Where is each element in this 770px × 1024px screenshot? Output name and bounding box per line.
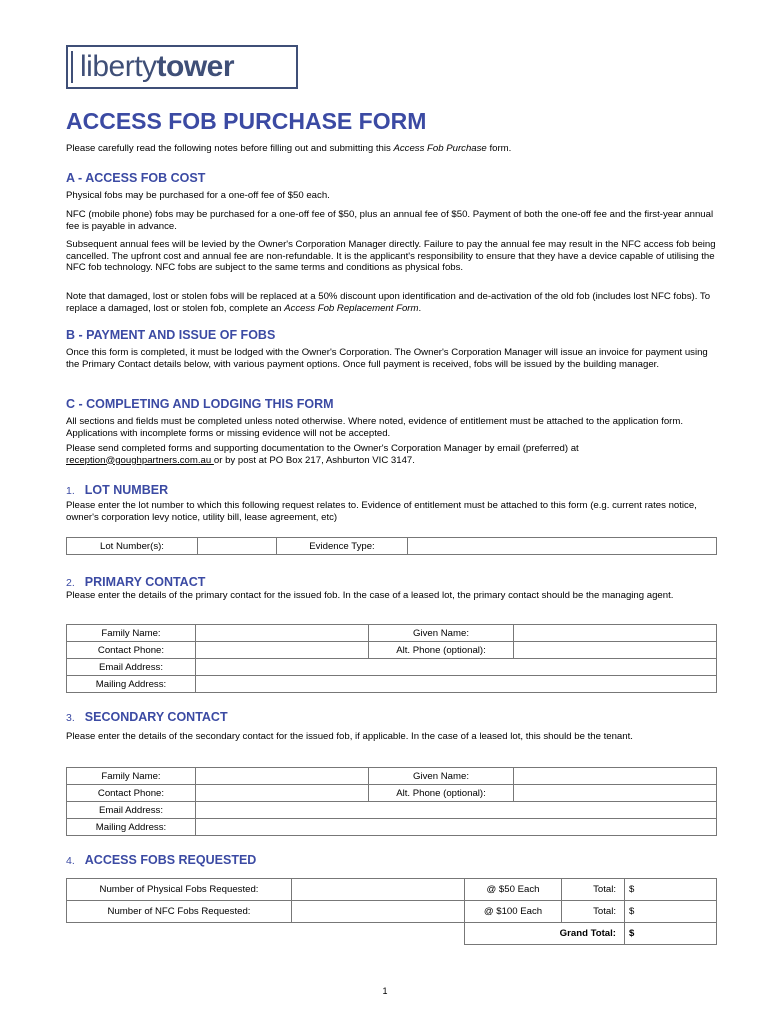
p4-before: Note that damaged, lost or stolen fobs will be replaced at a 50% discount upon identification and de-activation of the old fob (includes lost NFC fobs). To replace a damaged, lost or stolen fob, complete an	[66, 291, 711, 314]
given-name-label: Given Name:	[369, 768, 514, 785]
secondary-contact-table	[66, 767, 717, 836]
section-number: 4.	[66, 855, 75, 867]
physical-total-label: Total:	[562, 879, 625, 901]
intro-after: form.	[486, 143, 512, 154]
empty-cell	[67, 923, 292, 945]
p4-after: .	[418, 302, 422, 314]
lot-number-label: Lot Number(s):	[67, 538, 198, 555]
intro-em: Access Fob Purchase	[393, 143, 487, 154]
c-p2-after: or by post at PO Box 217, Ashburton VIC 3147.	[213, 454, 415, 466]
section-a-p3: Subsequent annual fees will be levied by the Owner's Corporation Manager directly. Failure to pay the annual fee may result in the NFC access fob being cancelled. The upfront cost and annual fee are non-refundable. It is the applicant's responsibility to ensure that they have a device capable of utilising the NFC fob technology. NFC fobs are subject to the same terms and conditions as physical fobs.	[66, 239, 716, 273]
nfc-fobs-field[interactable]	[292, 901, 465, 923]
evidence-type-label: Evidence Type:	[277, 538, 408, 555]
alt-phone-field[interactable]	[514, 785, 717, 802]
given-name-label: Given Name:	[369, 625, 514, 642]
nfc-fobs-label: Number of NFC Fobs Requested:	[67, 901, 292, 923]
section-number: 3.	[66, 712, 75, 724]
email-address-field[interactable]	[196, 802, 717, 819]
lot-number-table	[66, 537, 717, 555]
lot-number-field[interactable]	[198, 538, 277, 555]
page-title: ACCESS FOB PURCHASE FORM	[66, 108, 427, 134]
physical-total-field[interactable]	[625, 879, 717, 901]
nfc-total-field[interactable]	[625, 901, 717, 923]
evidence-type-field[interactable]	[408, 538, 717, 555]
nfc-each-label: @ $100 Each	[465, 901, 562, 923]
logo-bar	[71, 51, 73, 83]
primary-contact-table	[66, 624, 717, 693]
secondary-contact-text: Please enter the details of the secondary contact for the issued fob, if applicable. In the case of a leased lot, this should be the tenant.	[66, 731, 633, 742]
fobs-table	[66, 878, 717, 945]
email-link[interactable]: reception@goughpartners.com.au	[66, 454, 214, 466]
page-number: 1	[382, 986, 388, 996]
mailing-address-label: Mailing Address:	[67, 676, 196, 693]
dollar-sign: $	[629, 906, 635, 917]
physical-fobs-field[interactable]	[292, 879, 465, 901]
contact-phone-field[interactable]	[196, 642, 369, 659]
intro-text	[66, 143, 511, 154]
section-number: 1.	[66, 485, 75, 497]
lot-number-heading	[66, 483, 168, 497]
c-p2-text: Please send completed forms and supporting documentation to the Owner's Corporation Manager by email (preferred) at	[66, 443, 579, 454]
email-address-field[interactable]	[196, 659, 717, 676]
section-c-p2	[66, 443, 716, 466]
alt-phone-label: Alt. Phone (optional):	[369, 642, 514, 659]
email-address-label: Email Address:	[67, 659, 196, 676]
heading-text: ACCESS FOBS REQUESTED	[84, 853, 257, 867]
section-a-heading: A - ACCESS FOB COST	[66, 171, 206, 185]
grand-total-field[interactable]	[625, 923, 717, 945]
mailing-address-field[interactable]	[196, 676, 717, 693]
logo-word-1: liberty	[80, 50, 157, 83]
given-name-field[interactable]	[514, 625, 717, 642]
intro-before: Please carefully read the following notes before filling out and submitting this	[66, 143, 394, 154]
lot-number-text: Please enter the lot number to which this following request relates to. Evidence of entitlement must be attached to this form (e.g. current rates notice, owner's corporation levy notice, utility bill, lease agreement, etc)	[66, 500, 697, 523]
family-name-field[interactable]	[196, 768, 369, 785]
section-a-p2: NFC (mobile phone) fobs may be purchased for a one-off fee of $50, plus an annual fee of $50. Payment of both the one-off fee and the first-year annual fee is payable in advance.	[66, 209, 714, 232]
nfc-total-label: Total:	[562, 901, 625, 923]
mailing-address-label: Mailing Address:	[67, 819, 196, 836]
section-c-p1: All sections and fields must be completed unless noted otherwise. Where noted, evidence of entitlement must be attached to the application form. Applications with incomplete forms or missing evidence will not be accepted.	[66, 416, 684, 439]
primary-contact-text: Please enter the details of the primary contact for the issued fob. In the case of a leased lot, the primary contact should be the managing agent.	[66, 590, 674, 601]
contact-phone-field[interactable]	[196, 785, 369, 802]
heading-text: LOT NUMBER	[84, 483, 169, 497]
physical-each-label: @ $50 Each	[465, 879, 562, 901]
dollar-sign: $	[629, 884, 635, 895]
family-name-label: Family Name:	[67, 625, 196, 642]
logo-text	[68, 52, 234, 82]
empty-cell	[292, 923, 465, 945]
heading-text: PRIMARY CONTACT	[84, 575, 206, 589]
secondary-contact-heading	[66, 710, 228, 724]
section-a-p1: Physical fobs may be purchased for a one-off fee of $50 each.	[66, 190, 330, 201]
family-name-field[interactable]	[196, 625, 369, 642]
family-name-label: Family Name:	[67, 768, 196, 785]
alt-phone-label: Alt. Phone (optional):	[369, 785, 514, 802]
given-name-field[interactable]	[514, 768, 717, 785]
section-c-heading: C - COMPLETING AND LODGING THIS FORM	[66, 397, 334, 411]
section-b-p1: Once this form is completed, it must be lodged with the Owner's Corporation. The Owner's Corporation Manager will issue an invoice for payment using the Primary Contact details below, with various payment options. Once full payment is received, fobs will be issued by the building manager.	[66, 347, 708, 370]
alt-phone-field[interactable]	[514, 642, 717, 659]
section-a-p4	[66, 291, 716, 314]
physical-fobs-label: Number of Physical Fobs Requested:	[67, 879, 292, 901]
section-number: 2.	[66, 577, 75, 589]
primary-contact-heading	[66, 575, 205, 589]
email-address-label: Email Address:	[67, 802, 196, 819]
p4-em: Access Fob Replacement Form	[284, 302, 419, 314]
dollar-sign: $	[629, 928, 635, 939]
contact-phone-label: Contact Phone:	[67, 642, 196, 659]
liberty-tower-logo	[66, 45, 298, 89]
contact-phone-label: Contact Phone:	[67, 785, 196, 802]
heading-text: SECONDARY CONTACT	[84, 710, 228, 724]
fobs-requested-heading	[66, 853, 256, 867]
grand-total-label: Grand Total:	[465, 923, 625, 945]
section-b-heading: B - PAYMENT AND ISSUE OF FOBS	[66, 328, 276, 342]
mailing-address-field[interactable]	[196, 819, 717, 836]
logo-word-2: tower	[156, 50, 235, 83]
